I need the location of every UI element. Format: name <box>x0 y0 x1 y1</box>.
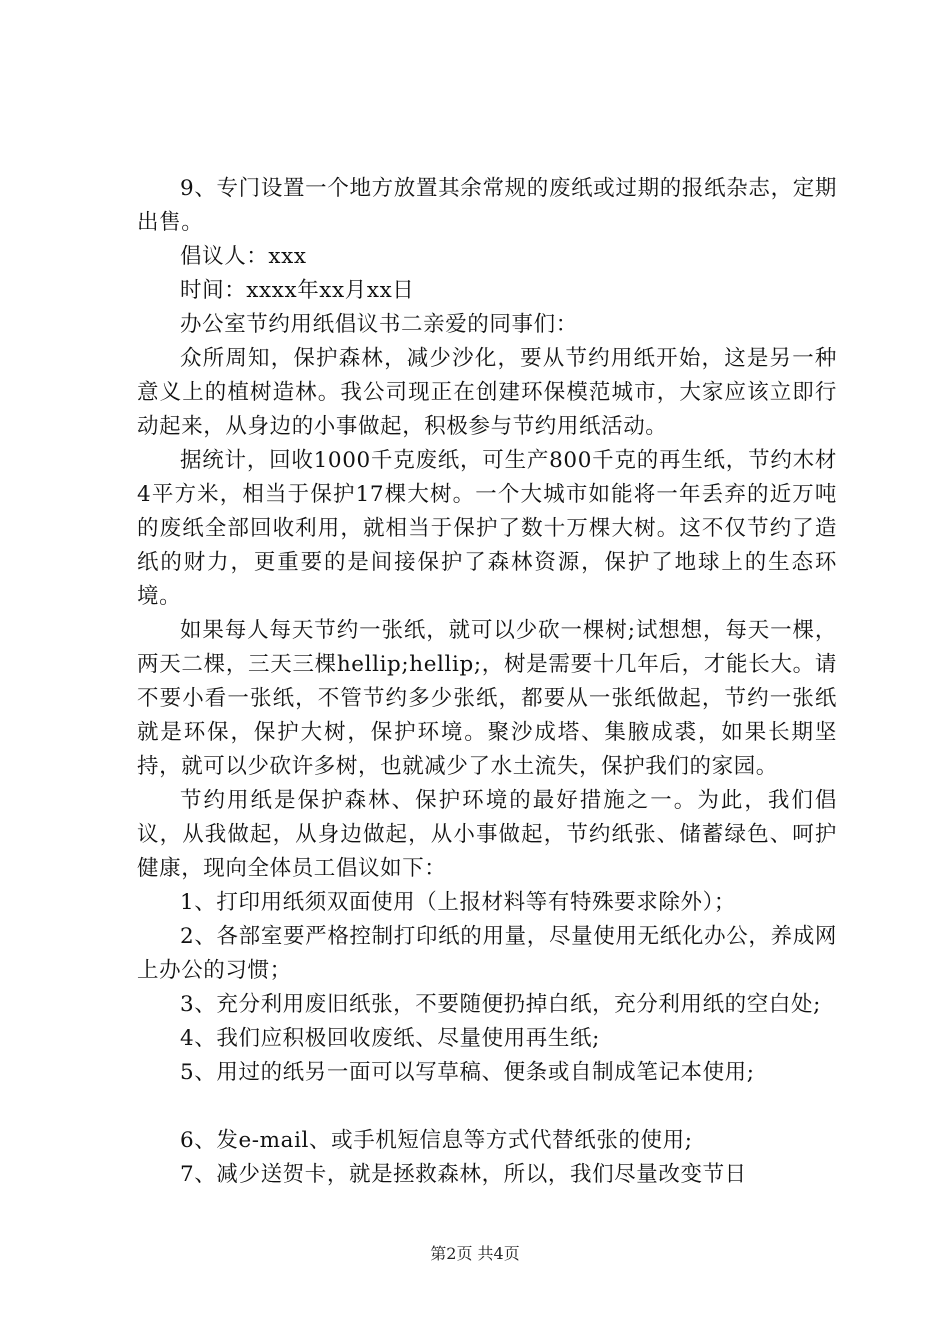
list-item-1: 1、打印用纸须双面使用（上报材料等有特殊要求除外）； <box>180 890 737 915</box>
list-item-6: 6、发e-mail、或手机短信息等方式代替纸张的使用; <box>180 1128 693 1153</box>
list-item-3: 3、充分利用废旧纸张，不要随便扔掉白纸，充分利用纸的空白处; <box>180 992 821 1017</box>
page-footer: 第2页 共4页 <box>430 1244 520 1263</box>
blank-line <box>137 1090 837 1124</box>
paragraph-item-9: 9、专门设置一个地方放置其余常规的废纸或过期的报纸杂志，定期出售。 <box>137 176 837 235</box>
paragraph-daily-saving: 如果每人每天节约一张纸，就可以少砍一棵树;试想想，每天一棵，两天二棵，三天三棵hellip;hellip;，树是需要十几年后，才能长大。请不要小看一张纸，不管节约多少张纸，都要从一张纸做起，节约一张纸就是环保，保护大树，保护环境。聚沙成塔、集腋成裘，如果长期坚持，就可以少砍许多树，也就减少了水土流失，保护我们的家园。 <box>137 618 837 779</box>
list-item-2: 2、各部室要严格控制打印纸的用量，尽量使用无纸化办公，养成网上办公的习惯； <box>137 924 837 983</box>
paragraph-intro: 众所周知，保护森林，减少沙化，要从节约用纸开始，这是另一种意义上的植树造林。我公司现正在创建环保模范城市，大家应该立即行动起来，从身边的小事做起，积极参与节约用纸活动。 <box>137 346 837 439</box>
section-heading: 办公室节约用纸倡议书二亲爱的同事们： <box>180 312 578 337</box>
document-body <box>137 172 837 1192</box>
proposer-line: 倡议人：xxx <box>180 244 307 269</box>
date-line: 时间：xxxx年xx月xx日 <box>180 278 415 303</box>
list-item-4: 4、我们应积极回收废纸、尽量使用再生纸; <box>180 1026 600 1051</box>
list-item-7: 7、减少送贺卡，就是拯救森林，所以，我们尽量改变节日 <box>180 1162 747 1187</box>
list-item-5: 5、用过的纸另一面可以写草稿、便条或自制成笔记本使用; <box>180 1060 755 1085</box>
paragraph-proposal: 节约用纸是保护森林、保护环境的最好措施之一。为此，我们倡议，从我做起，从身边做起，从小事做起，节约纸张、储蓄绿色、呵护健康，现向全体员工倡议如下： <box>137 788 837 881</box>
paragraph-statistics: 据统计，回收1000千克废纸，可生产800千克的再生纸，节约木材4平方米，相当于保护17棵大树。一个大城市如能将一年丢弃的近万吨的废纸全部回收利用，就相当于保护了数十万棵大树。这不仅节约了造纸的财力，更重要的是间接保护了森林资源，保护了地球上的生态环境。 <box>137 448 837 609</box>
